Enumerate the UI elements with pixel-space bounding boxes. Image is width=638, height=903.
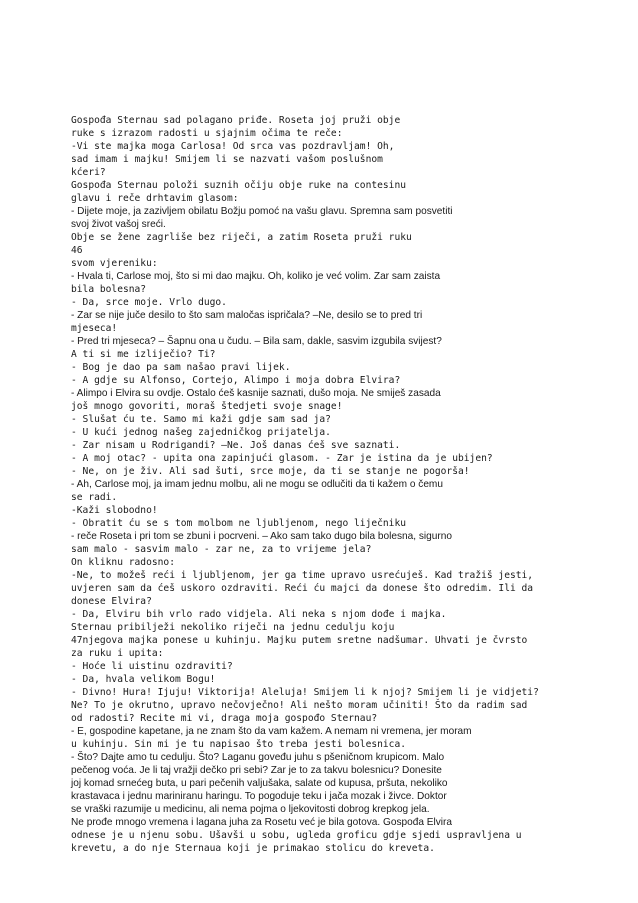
document-page	[71, 114, 567, 855]
text-line: - Bog je dao pa sam našao pravi lijek.	[71, 362, 291, 373]
text-line: svom vjereniku:	[71, 258, 158, 269]
text-line: - Ah, Carlose moj, ja imam jednu molbu, ali ne mogu se odlučiti da ti kažem o čemu	[71, 479, 443, 490]
text-line: za ruku i upita:	[71, 648, 164, 659]
text-line: ruke s izrazom radosti u sjajnim očima te reče:	[71, 128, 343, 139]
text-line: -Ne, to možeš reći i ljubljenom, jer ga time upravo usrećuješ. Kad tražiš jesti,	[71, 570, 534, 581]
text-line: - Obratit ću se s tom molbom ne ljubljenom, nego liječniku	[71, 518, 407, 529]
text-line: - Da, Elviru bih vrlo rado vidjela. Ali neka s njom dođe i majka.	[71, 609, 447, 620]
text-line: - reče Roseta i pri tom se zbuni i pocrveni. – Ako sam tako dugo bila bolesna, sigurno	[71, 531, 452, 542]
text-line: - A moj otac? - upita ona zapinjući glasom. - Zar je istina da je ubijen?	[71, 453, 493, 464]
text-line: odnese je u njenu sobu. Ušavši u sobu, ugleda groficu gdje sjedi uspravljena u	[71, 830, 522, 841]
text-line: krastavaca i jednu mariniranu haringu. To pogoduje teku i jača mozak i živce. Doktor	[71, 791, 447, 802]
text-line: glavu i reče drhtavim glasom:	[71, 193, 239, 204]
text-line: se radi.	[71, 492, 118, 503]
text-line: uvjeren sam da ćeš uskoro ozdraviti. Reći ću majci da donese što odredim. Ili da	[71, 583, 534, 594]
text-line: Gospođa Sternau položi suznih očiju obje ruke na contesinu	[71, 180, 407, 191]
text-line: - Slušat ću te. Samo mi kaži gdje sam sad ja?	[71, 414, 331, 425]
text-line: - Ne, on je živ. Ali sad šuti, srce moje, da ti se stanje ne pogorša!	[71, 466, 470, 477]
text-line: - A gdje su Alfonso, Cortejo, Alimpo i moja dobra Elvira?	[71, 375, 401, 386]
text-line: donese Elvira?	[71, 596, 152, 607]
text-line: Ne? To je okrutno, upravo nečovječno! Ali nešto moram učiniti! Što da radim sad	[71, 700, 528, 711]
text-line: Sternau pribilježi nekoliko riječi na jednu cedulju koju	[71, 622, 395, 633]
text-line: sam malo - sasvim malo - zar ne, za to vrijeme jela?	[71, 544, 372, 555]
text-line: pečenog voća. Je li taj vražji dečko pri sebi? Zar je to za takvu bolesnicu? Donesite	[71, 765, 442, 776]
text-line: krevetu, a do nje Sternaua koji je primakao stolicu do kreveta.	[71, 843, 435, 854]
text-line: -Kaži slobodno!	[71, 505, 158, 516]
text-line: On kliknu radosno:	[71, 557, 175, 568]
text-line: - Zar nisam u Rodrigandi? –Ne. Još danas ćeš sve saznati.	[71, 440, 401, 451]
text-line: A ti si me izliječio? Ti?	[71, 349, 216, 360]
text-line: se vraški razumije u medicinu, ali nema pojma o ljekovitosti dobrog krepkog jela.	[71, 804, 430, 815]
text-line: - Hvala ti, Carlose moj, što si mi dao majku. Oh, koliko je već volim. Zar sam zaista	[71, 271, 441, 282]
text-line: Ne prođe mnogo vremena i lagana juha za Rosetu već je bila gotova. Gospođa Elvira	[71, 817, 452, 828]
text-line: - Što? Dajte amo tu cedulju. Što? Laganu goveđu juhu s pšeničnom krupicom. Malo	[71, 752, 445, 763]
text-line: - E, gospodine kapetane, ja ne znam što da vam kažem. A nemam ni vremena, jer moram	[71, 726, 472, 737]
text-line: - Hoće li uistinu ozdraviti?	[71, 661, 233, 672]
text-line: -Vi ste majka moga Carlosa! Od srca vas pozdravljam! Oh,	[71, 141, 395, 152]
text-line: - Da, hvala velikom Bogu!	[71, 674, 216, 685]
text-line: mjeseca!	[71, 323, 118, 334]
text-line: - Dijete moje, ja zazivljem obilatu Božju pomoć na vašu glavu. Spremna sam posvetiti	[71, 206, 453, 217]
text-line: - Zar se nije juče desilo to što sam maločas ispričala? –Ne, desilo se to pred tri	[71, 310, 423, 321]
text-line: Obje se žene zagrliše bez riječi, a zatim Roseta pruži ruku	[71, 232, 412, 243]
text-line: - Da, srce moje. Vrlo dugo.	[71, 297, 227, 308]
text-line: - U kući jednog našeg zajedničkog prijatelja.	[71, 427, 331, 438]
text-line: svoj život vašoj sreći.	[71, 219, 166, 230]
text-line: - Alimpo i Elvira su ovdje. Ostalo ćeš kasnije saznati, dušo moja. Ne smiješ zasada	[71, 388, 441, 399]
text-line: - Divno! Hura! Ijuju! Viktorija! Aleluja! Smijem li k njoj? Smijem li je vidjeti?	[71, 687, 539, 698]
text-line: od radosti? Recite mi vi, draga moja gospođo Sternau?	[71, 713, 378, 724]
text-line: Gospođa Sternau sad polagano priđe. Roseta joj pruži obje	[71, 115, 401, 126]
text-line: još mnogo govoriti, moraš štedjeti svoje snage!	[71, 401, 343, 412]
text-line: joj komad srnećeg buta, u pari pečenih valjušaka, salate od kupusa, pršuta, nekoliko	[71, 778, 448, 789]
text-line: bila bolesna?	[71, 284, 147, 295]
text-line: sad imam i majku! Smijem li se nazvati vašom poslušnom	[71, 154, 383, 165]
text-line: 47njegova majka ponese u kuhinju. Majku putem sretne nadšumar. Uhvati je čvrsto	[71, 635, 528, 646]
text-line: kćeri?	[71, 167, 106, 178]
text-line: u kuhinju. Sin mi je tu napisao što treba jesti bolesnica.	[71, 739, 407, 750]
text-line: - Pred tri mjeseca? – Šapnu ona u čudu. – Bila sam, dakle, sasvim izgubila svijest?	[71, 336, 442, 347]
text-line: 46	[71, 245, 83, 256]
